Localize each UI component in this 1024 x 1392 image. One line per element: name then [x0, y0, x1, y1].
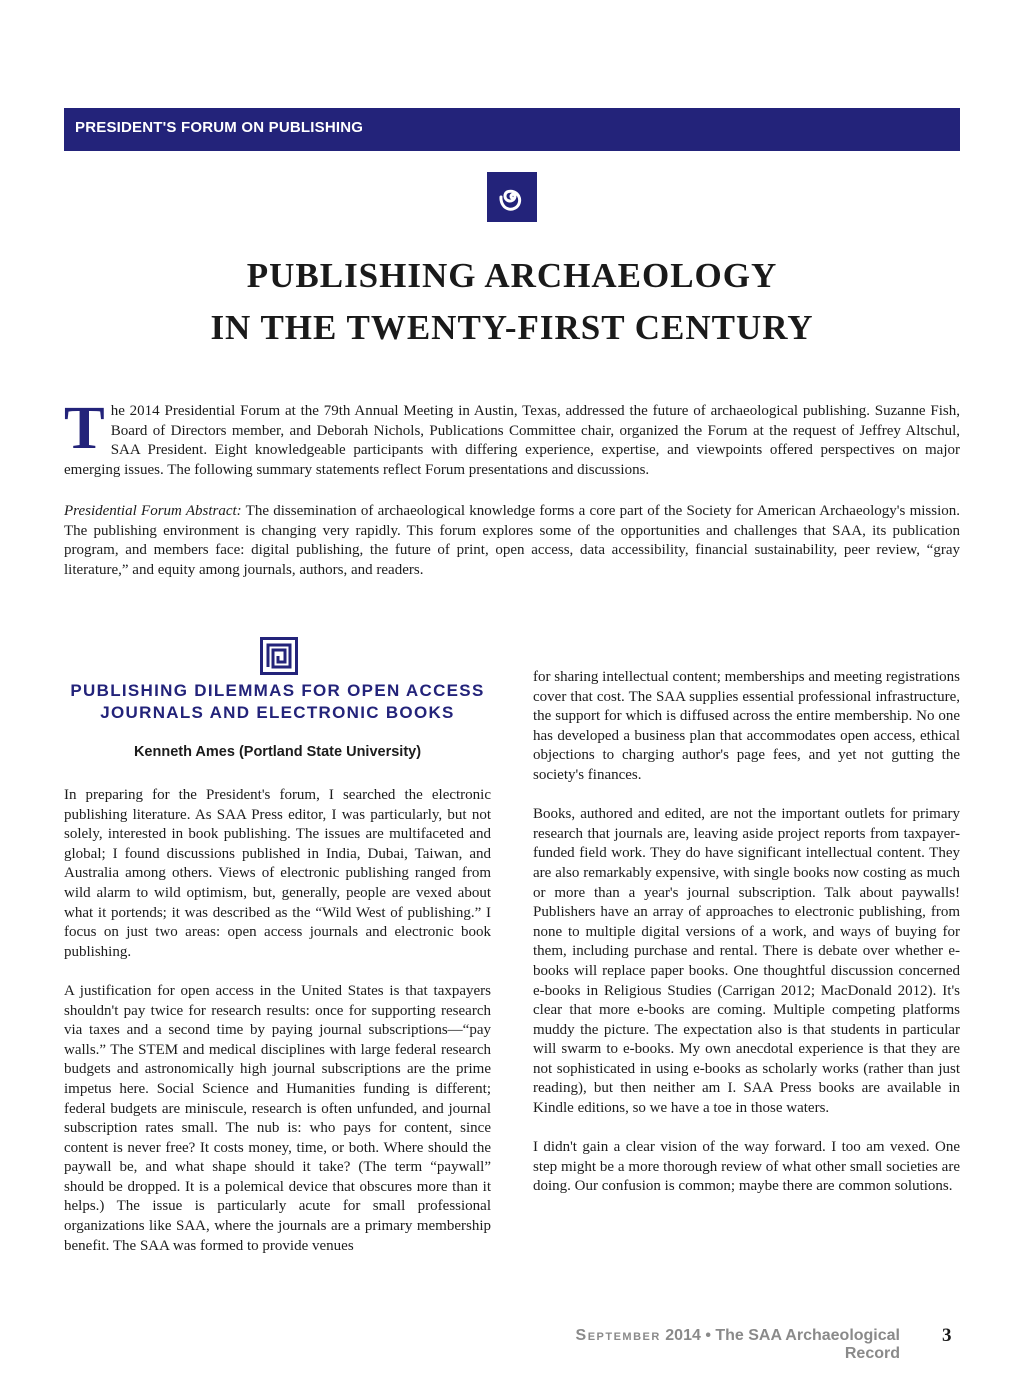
section-title-line-1: PUBLISHING DILEMMAS FOR OPEN ACCESS [70, 681, 485, 700]
running-footer [520, 1327, 900, 1363]
meander-logo-icon [260, 637, 298, 675]
intro-text: he 2014 Presidential Forum at the 79th Annual Meeting in Austin, Texas, addressed the future of archaeological publishing. Suzanne Fish, Board of Directors member, and Deborah Nichols, Publications Committee chair, organized the Forum at the request of Jeffrey Altschul, SAA President. Eight knowledgeable participants with differing experience, expertise, and viewpoints offered perspectives on major emerging issues. The following summary statements reflect Forum presentations and discussions. [64, 403, 960, 478]
body-paragraph: for sharing intellectual content; memberships and meeting registrations cover that cost. The SAA supplies essential professional infrastructure, the support for which is diffused across the entire membership. No one has developed a business plan that accommodates open access, ethical objections to charging author's page fees, and yet not gutting the society's finances. [533, 669, 960, 783]
footer-publication: 2014 • The SAA Archaeological Record [660, 1327, 900, 1362]
abstract-label: Presidential Forum Abstract: [64, 503, 242, 519]
body-paragraph: Books, authored and edited, are not the important outlets for primary research that journals are, leaving aside project reports from taxpayer-funded field work. They do have significant intellectual content. They are also remarkably expensive, with single books now costing as much or more than a year's journal subscription. Talk about paywalls! Publishers have an array of approaches to electronic publishing, from none to multiple digital versions of a work, and ways of buying for them, including purchase and rental. There is debate over whether e-books will replace paper books. One thoughtful discussion concerned e-books in Religious Studies (Carrigan 2012; MacDonald 2012). It's clear that more e-books are coming. Multiple competing platforms muddy the picture. The expectation also is that students in particular will swarm to e-books. My own anecdotal experience is that they are not sophisticated in using e-books as scholarly works (rather than just reading), but then neither am I. SAA Press books are available in Kindle editions, so we have a toe in those waters. [533, 806, 960, 1117]
drop-cap: T [64, 395, 105, 462]
section-title [64, 680, 491, 724]
intro-paragraph [64, 395, 960, 480]
banner-title: PRESIDENT'S FORUM ON PUBLISHING [75, 119, 364, 136]
body-paragraph: I didn't gain a clear vision of the way forward. I too am vexed. One step might be a more thorough review of what other small societies are doing. Our confusion is common; maybe there are common solutions. [533, 1139, 960, 1195]
footer-month: September [575, 1327, 661, 1344]
title-line-2: IN THE TWENTY-FIRST CENTURY [210, 308, 814, 347]
section-title-line-2: JOURNALS AND ELECTRONIC BOOKS [100, 703, 455, 722]
title-line-1: PUBLISHING ARCHAEOLOGY [246, 256, 778, 295]
spiral-logo-icon [487, 172, 537, 222]
right-column [533, 668, 960, 1217]
body-paragraph: In preparing for the President's forum, I searched the electronic publishing literature. As SAA Press editor, I was particularly, but not solely, interested in book publishing. The issues are multifaceted and global; I found discussions published in India, Dubai, Taiwan, and Australia among others. Views of electronic publishing ranged from wild alarm to wild optimism, but, generally, people are vexed about what it portends; it was described as the “Wild West of publishing.” I focus on just two areas: open access journals and electronic book publishing. [64, 787, 491, 960]
abstract-paragraph [64, 502, 960, 580]
section-banner [64, 108, 960, 151]
page-title [64, 250, 960, 354]
abstract-text: The dissemination of archaeological knowledge forms a core part of the Society for American Archaeology's mission. The publishing environment is changing very rapidly. This forum explores some of the opportunities and challenges that SAA, its publication program, and members face: digital publishing, the future of print, open access, data accessibility, financial sustainability, peer review, “gray literature,” and equity among journals, authors, and readers. [64, 503, 961, 578]
page-number: 3 [942, 1325, 952, 1346]
author-byline: Kenneth Ames (Portland State University) [133, 744, 422, 760]
body-paragraph: A justification for open access in the United States is that taxpayers shouldn't pay twice for research results: once for supporting research via taxes and a second time by paying journal subscriptions—“pay walls.” The STEM and medical disciplines with large federal research budgets and astronomically high journal subscriptions are the prime impetus here. Social Science and Humanities funding is different; federal budgets are miniscule, research is often unfunded, and journal subscription rates small. The nub is: who pays for content, since content is never free? It costs money, time, or both. Where should the paywall be, and what shape should it take? (The term “paywall” should be dropped. It is a polemical device that obscures more than it helps.) The issue is particularly acute for small professional organizations like SAA, where the journals are a primary membership benefit. The SAA was formed to provide venues [64, 982, 491, 1254]
left-column [64, 786, 491, 1276]
